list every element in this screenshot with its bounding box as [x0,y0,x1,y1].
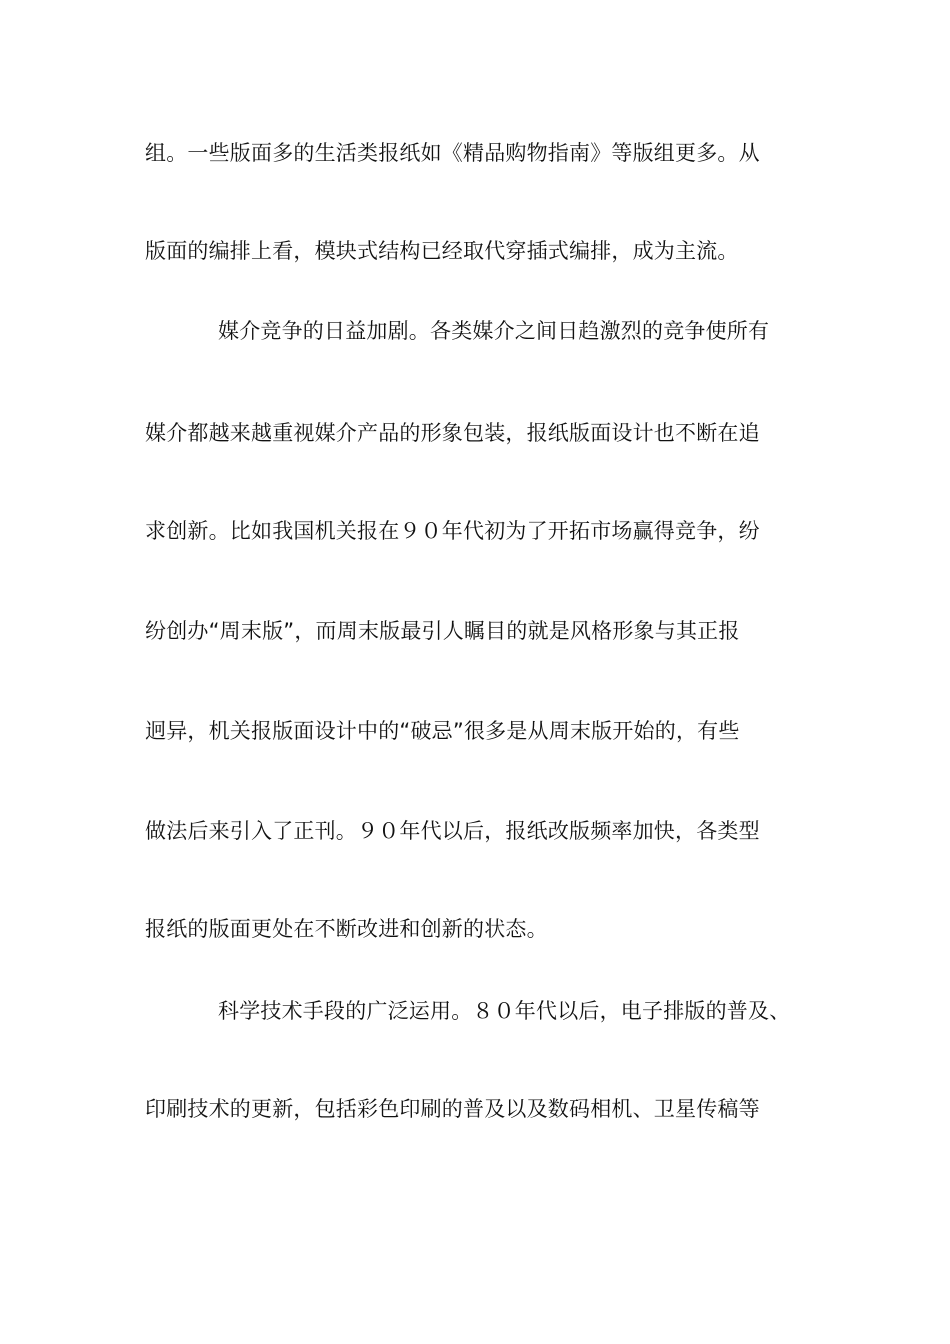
text-line: 求创新。比如我国机关报在９０年代初为了开拓市场赢得竞争，纷 [145,519,760,543]
text-line: 纷创办“周末版”，而周末版最引人瞩目的就是风格形象与其正报 [145,619,740,643]
text-line: 印刷技术的更新，包括彩色印刷的普及以及数码相机、卫星传稿等 [145,1097,760,1121]
text-line: 报纸的版面更处在不断改进和创新的状态。 [145,917,548,941]
text-line: 媒介都越来越重视媒介产品的形象包装，报纸版面设计也不断在追 [145,421,760,445]
paragraph-first-line: 媒介竞争的日益加剧。各类媒介之间日趋激烈的竞争使所有 [218,319,770,343]
text-line: 做法后来引入了正刊。９０年代以后，报纸改版频率加快，各类型 [145,819,760,843]
paragraph-first-line: 科学技术手段的广泛运用。８０年代以后，电子排版的普及、 [218,999,791,1023]
text-line: 版面的编排上看，模块式结构已经取代穿插式编排，成为主流。 [145,239,739,263]
text-line: 组。一些版面多的生活类报纸如《精品购物指南》等版组更多。从 [145,141,760,165]
text-line: 迥异，机关报版面设计中的“破忌”很多是从周末版开始的，有些 [145,719,740,743]
